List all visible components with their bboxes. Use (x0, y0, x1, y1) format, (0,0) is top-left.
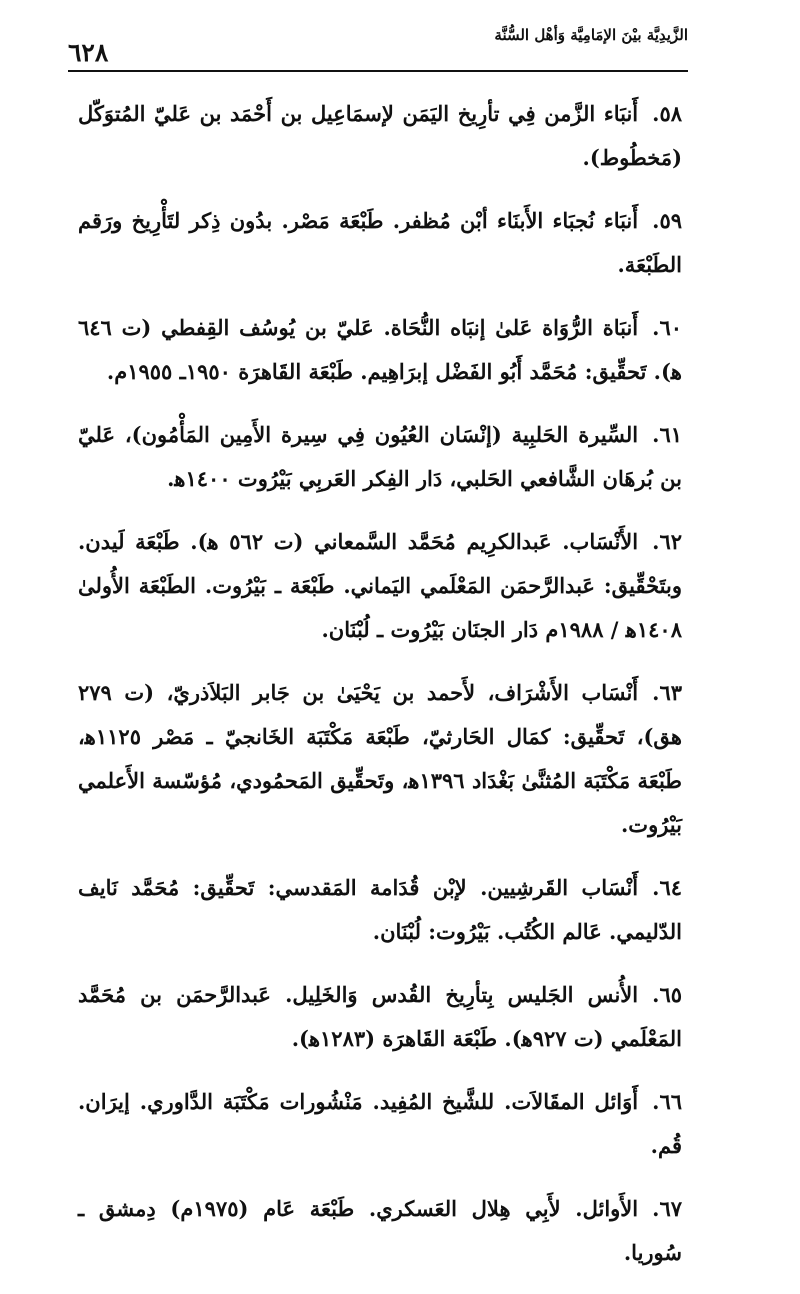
entry-text: الأَنْسَاب. عَبدالكرِيم مُحَمَّد السَّمعاني (ت ٥٦٢ ﻫ). طَبْعَة لَيدن. وبتَحْقِّيق: عَبدالرَّحمَن المَعْلَمي اليَماني. طَبْعَة ـ بَيْرُوت. الطَبْعَة الأُولىٰ ١٤٠٨ﻫ / ١٩٨٨م دَار الجنَان بَيْرُوت ـ لُبْنَان. (78, 529, 682, 642)
bibliography-entry (78, 1080, 682, 1168)
bibliography-entry (78, 306, 682, 394)
bibliography-entry (78, 1187, 682, 1275)
bibliography-entry (78, 866, 682, 954)
entry-number: ٦١. (652, 422, 682, 447)
entry-text: أَوَائل المقَالاَت. للشَّيخ المُفِيد. مَنْشُورات مَكْتَبَة الدَّاوري. إيرَان. قُم. (78, 1089, 682, 1158)
entry-text: السِّيرة الحَلبِية (إنْسَان العُيُون فِي سِيرة الأَمِين المَأْمُون)، عَليّ بن بُرهَان الشَّافعي الحَلبي، دَار الفِكر العَربِي بَيْرُوت ١٤٠٠ﻫ. (78, 422, 682, 491)
entry-number: ٦٢. (652, 529, 682, 554)
entry-text: أَنبَاة الرُّوَاة عَلىٰ إنبَاه النُّحَاة. عَليّ بن يُوسُف القِفطي (ت ٦٤٦ ﻫ). تَحقِّيق: مُحَمَّد أَبُو الفَضْل إبرَاهِيم. طَبْعَة القَاهرَة ١٩٥٠ـ ١٩٥٥م. (78, 315, 682, 384)
bibliography-list (78, 92, 682, 1294)
bibliography-entry (78, 413, 682, 501)
bibliography-entry (78, 520, 682, 652)
bibliography-entry (78, 199, 682, 287)
entry-number: ٥٨. (652, 101, 682, 126)
entry-text: الأَوائل. لأَبِي هِلال العَسكري. طَبْعَة عَام (١٩٧٥م) دِمشق ـ سُوريا. (78, 1196, 682, 1265)
page-number: ٦٢٨ (68, 38, 109, 67)
entry-number: ٦٤. (652, 875, 682, 900)
entry-number: ٦٦. (652, 1089, 682, 1114)
running-header (68, 26, 688, 72)
bibliography-entry (78, 92, 682, 180)
entry-number: ٦٧. (652, 1196, 682, 1221)
bibliography-entry (78, 973, 682, 1061)
entry-text: أَنبَاء نُجبَاء الأَبنَاء أبْن مُظفر. طَبْعَة مَصْر. بدُون ذِكر لتَأْرِيخ ورَقم الطَبْعَة. (78, 208, 682, 277)
entry-number: ٦٣. (652, 680, 682, 705)
entry-number: ٦٠. (652, 315, 682, 340)
entry-number: ٥٩. (652, 208, 682, 233)
entry-text: أَنبَاء الزَّمن فِي تأرِيخ اليَمَن لإسمَاعِيل بن أَحْمَد بن عَليّ المُتوَكّل (مَخطُوط). (78, 101, 682, 170)
entry-number: ٦٥. (652, 982, 682, 1007)
bibliography-entry (78, 671, 682, 847)
entry-text: أَنْسَاب الأَشْرَاف، لأَحمد بن يَحْيَىٰ بن جَابر البَلاَذريّ، (ت ٢٧٩ هق)، تَحقِّيق: كمَال الحَارثيّ، طَبْعَة مَكْتَبَة الخَانجيّ ـ مَصْر ١١٢٥ﻫ، طَبْعَة مَكْتَبَة المُثنَّىٰ بَغْدَاد ١٣٩٦ﻫ، وتَحقِّيق المَحمُودي، مُؤسّسة الأَعلمي بَيْرُوت. (78, 680, 682, 837)
entry-text: أَنْسَاب القَرشِيين. لإبْن قُدَامة المَقدسي: تَحقِّيق: مُحَمَّد نَايف الدّليمي. عَالم الكُتُب. بَيْرُوت: لُبْنَان. (78, 875, 682, 944)
running-title: الزَّيدِيَّة بيْنَ الإمَامِيَّة وَأهْل السُّنَّة (494, 26, 688, 44)
entry-text: الأُنس الجَليس بِتأرِيخ القُدس وَالخَلِيل. عَبدالرَّحمَن بن مُحَمَّد المَعْلَمي (ت ٩٢٧ﻫ). طَبْعَة القَاهرَة (١٢٨٣ﻫ). (78, 982, 682, 1051)
